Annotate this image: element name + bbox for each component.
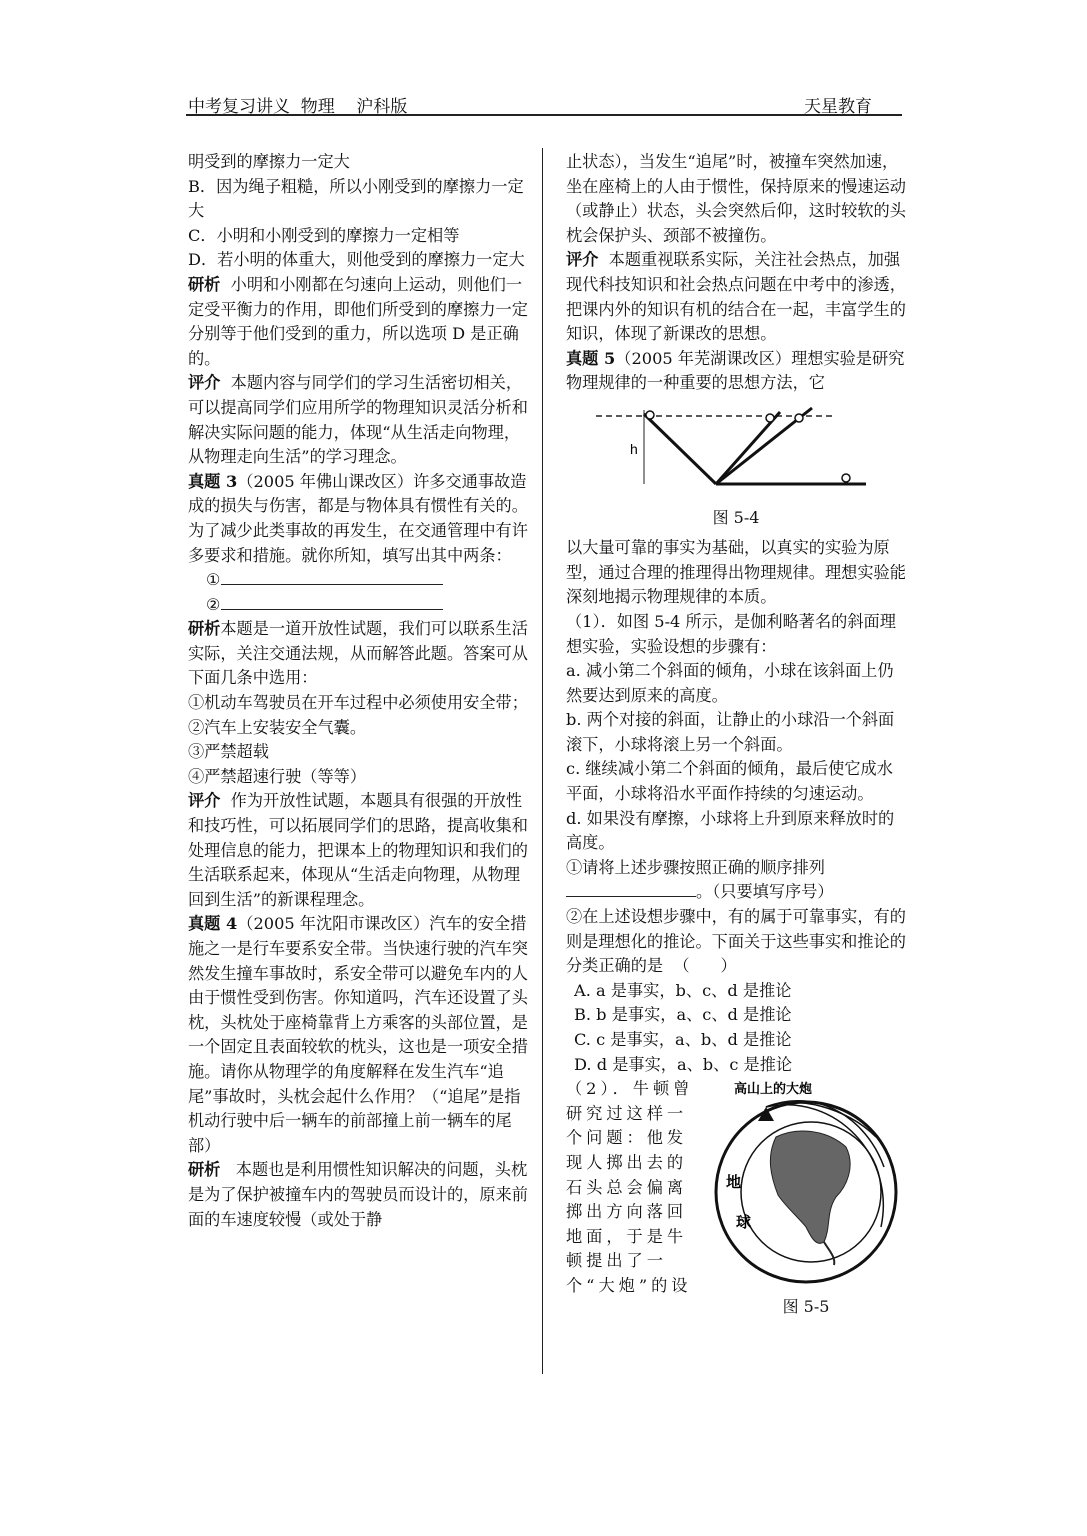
left-column: [188, 150, 528, 1232]
question-3-label: 真题 3: [188, 471, 238, 491]
option-b: B. b 是事实，a、c、d 是推论: [574, 1005, 792, 1025]
page-header: [186, 92, 902, 116]
order-question-text: ①请将上述步骤按照正确的顺序排列: [566, 857, 825, 877]
question-5: [566, 347, 906, 396]
answer-blank-1: [188, 568, 528, 593]
analysis-4-label: 研析: [188, 1160, 221, 1180]
header-rule: [186, 114, 902, 116]
answer-item-1: ①机动车驾驶员在开车过程中必须使用安全带；: [188, 693, 528, 713]
step-d: d. 如果没有摩擦，小球将上升到原来释放时的高度。: [566, 808, 895, 853]
comment-text: 本题内容与同学们的学习生活密切相关，可以提高同学们应用所学的物理知识灵活分析和解决实际问题的能力，体现“从生活走向物理，从物理走向生活”的学习理念。: [188, 373, 528, 467]
option-d: D．若小明的体重大，则他受到的摩擦力一定大: [188, 250, 525, 270]
paragraph: 以大量可靠的事实为基础，以真实的实验为原型，通过合理的推理得出物理规律。理想实验能深刻地揭示物理规律的本质。: [566, 538, 906, 607]
analysis-3: [188, 617, 528, 691]
order-question-suffix: 。（只要填写序号）: [696, 882, 834, 902]
earth-label-2: 球: [736, 1213, 752, 1232]
analysis-paragraph: [188, 273, 528, 371]
figure-5-4-caption: 图 5-4: [712, 507, 760, 527]
figure-5-5-title: 高山上的大炮: [734, 1081, 813, 1097]
newton-text: （2）．牛顿曾研究过这样一个问题：他发现人掷出去的石头总会偏离掷出方向落回地面，于是牛顿提出了一个“大炮”的设: [566, 1079, 694, 1295]
analysis-4: [188, 1158, 528, 1232]
blank-marker: ②: [206, 594, 221, 614]
analysis-label: 研析: [188, 274, 221, 294]
incline-diagram: [596, 404, 866, 494]
step-c: c. 继续减小第二个斜面的倾角，最后使它成水平面，小球将沿水平面作持续的匀速运动。: [566, 759, 893, 804]
height-label: h: [630, 440, 638, 457]
analysis-3-text: 本题是一道开放性试题，我们可以联系生活实际，关注交通法规，从而解答此题。答案可从下面几条中选用：: [188, 619, 528, 688]
option-d: D. d 是事实，a、b、c 是推论: [574, 1054, 793, 1074]
question-3-text: （2005 年佛山课改区）许多交通事故造成的损失与伤害，都是与物体具有惯性有关的。为了减少此类事故的再发生，在交通管理中有许多要求和措施。就你所知，填写出其中两条：: [188, 471, 528, 565]
figure-5-4: [596, 404, 906, 502]
order-question: [566, 856, 906, 905]
paragraph: 止状态），当发生“追尾”时，被撞车突然加速，坐在座椅上的人由于惯性，保持原来的慢速运动（或静止）状态，头会突然后仰，这时较软的头枕会保护头、颈部不被撞伤。: [566, 152, 906, 245]
analysis-4-text: 本题也是利用惯性知识解决的问题，头枕是为了保护被撞车内的驾驶员而设计的，原来前面的车速度较慢（或处于静: [188, 1160, 528, 1229]
step-b: b. 两个对接的斜面，让静止的小球沿一个斜面滚下，小球将滚上另一个斜面。: [566, 710, 895, 754]
comment-paragraph: [188, 371, 528, 469]
comment-3: [188, 789, 528, 912]
comment-4-label: 评介: [566, 250, 599, 270]
comment-3-label: 评介: [188, 791, 221, 811]
comment-4: [566, 248, 906, 346]
option-b: B．因为绳子粗糙，所以小刚受到的摩擦力一定大: [188, 176, 524, 221]
paragraph: （1）．如图 5-4 所示，是伽利略著名的斜面理想实验，实验设想的步骤有：: [566, 611, 896, 656]
question-4: [188, 912, 528, 1158]
figure-5-5: [706, 1077, 906, 1325]
answer-item-3: ③严禁超载: [188, 742, 269, 762]
blank-line: [221, 593, 443, 610]
paragraph: 明受到的摩擦力一定大: [188, 152, 350, 171]
cannon-on-mountain-diagram: [706, 1077, 906, 1287]
option-c: C. c 是事实，a、b、d 是推论: [574, 1030, 792, 1049]
question-3: [188, 470, 528, 568]
blank-line: [221, 568, 443, 585]
question-5-label: 真题 5: [566, 348, 616, 368]
question-4-text: （2005 年沈阳市课改区）汽车的安全措施之一是行车要系安全带。当快速行驶的汽车突然发生撞车事故时，系安全带可以避免车内的人由于惯性受到伤害。你知道吗，汽车还设置了头枕，头枕处于座椅靠背上方乘客的头部位置，是一个固定且表面较软的枕头，这也是一项安全措施。请你从物理学的角度解释在发生汽车“追尾”事故时，头枕会起什么作用？（“追尾”是指机动行驶中后一辆车的前部撞上前一辆车的尾部）: [188, 914, 528, 1155]
ball-icon: [766, 414, 774, 422]
answer-blank-2: [188, 593, 528, 618]
option-c: C．小明和小刚受到的摩擦力一定相等: [188, 225, 460, 245]
analysis-text: 小明和小刚都在匀速向上运动，则他们一定受平衡力的作用，即他们所受到的摩擦力一定分别等于他们受到的重力，所以选项 D 是正确的。: [188, 274, 528, 368]
newton-section: [566, 1077, 906, 1325]
answer-item-2: ②汽车上安装安全气囊。: [188, 717, 367, 737]
ball-icon: [646, 411, 654, 419]
figure-5-5-caption: 图 5-5: [782, 1296, 830, 1316]
classify-question: ②在上述设想步骤中，有的属于可靠事实，有的则是理想化的推论。下面关于这些事实和推论的分类正确的是 （ ）: [566, 907, 906, 976]
header-title: 中考复习讲义 物理 沪科版: [188, 97, 408, 117]
blank-line: [566, 880, 696, 897]
ball-icon: [842, 474, 850, 482]
comment-label: 评介: [188, 373, 221, 393]
analysis-3-label: 研析: [188, 619, 221, 639]
step-a: a. 减小第二个斜面的倾角，小球在该斜面上仍然要达到原来的高度。: [566, 661, 894, 705]
header-publisher: 天星教育: [804, 97, 872, 117]
comment-4-text: 本题重视联系实际，关注社会热点，加强现代科技知识和社会热点问题在中考中的渗透，把课内外的知识有机的结合在一起，丰富学生的知识，体现了新课改的思想。: [566, 250, 906, 344]
comment-3-text: 作为开放性试题，本题具有很强的开放性和技巧性，可以拓展同学们的思路，提高收集和处理信息的能力，把课本上的物理知识和我们的生活联系起来，体现从“生活走向物理，从物理回到生活”的新课程理念。: [188, 791, 528, 909]
earth-label-1: 地: [726, 1173, 742, 1192]
option-a: A. a 是事实，b、c、d 是推论: [574, 980, 792, 1000]
column-divider: [542, 148, 543, 1374]
blank-marker: ①: [206, 570, 221, 590]
ball-icon: [795, 414, 803, 422]
question-5-text: （2005 年芜湖课改区）理想实验是研究物理规律的一种重要的思想方法，它: [566, 348, 905, 393]
answer-item-4: ④严禁超速行驶（等等）: [188, 766, 367, 786]
question-4-label: 真题 4: [188, 914, 238, 934]
right-column: [566, 150, 906, 1325]
